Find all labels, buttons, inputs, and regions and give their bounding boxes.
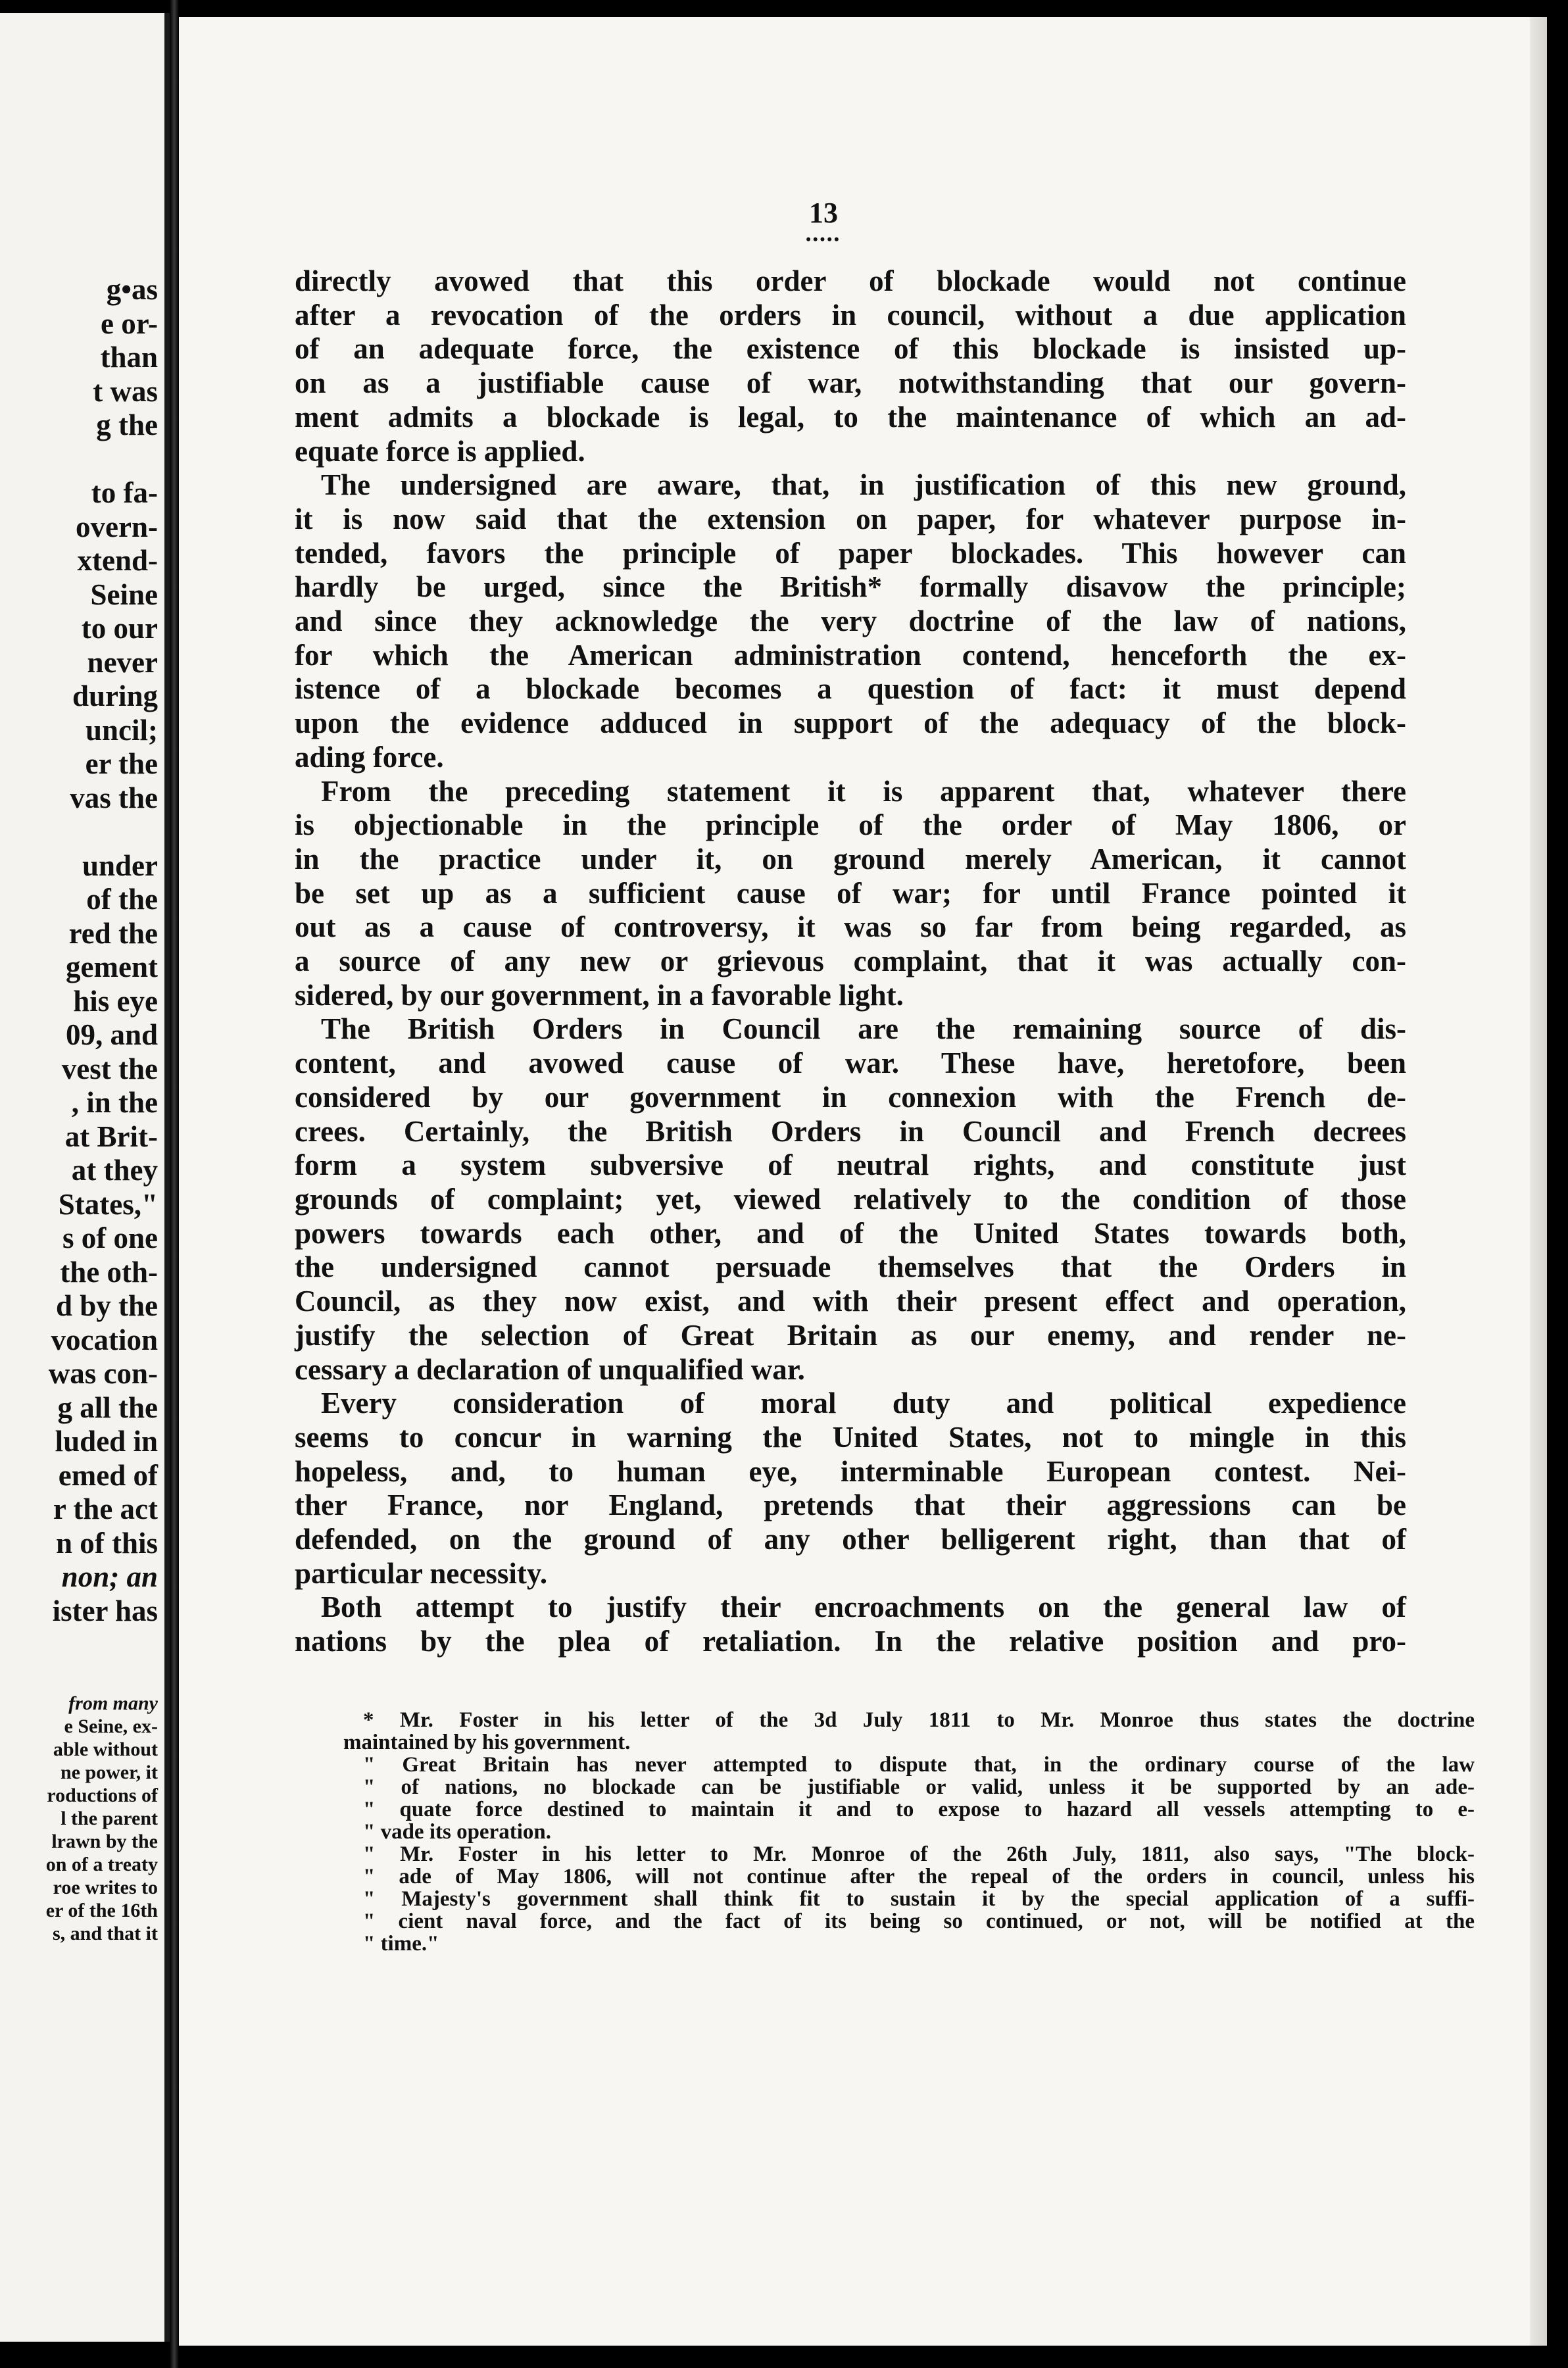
left-facing-page [0, 13, 170, 2342]
left-page-text-fragments [7, 273, 158, 1628]
footnote-line: maintained by his government. [343, 1731, 631, 1754]
text-line: nations by the plea of retaliation. In the relative position and pro- [295, 1625, 1406, 1658]
footnotes [343, 1709, 1475, 1955]
body-text [295, 264, 1406, 1659]
left-fragment-line: of the [86, 883, 158, 916]
text-line: Every consideration of moral duty and political expedience [321, 1387, 1406, 1420]
text-line: Both attempt to justify their encroachments on the general law of [321, 1591, 1406, 1624]
left-fragment-line: during [72, 679, 158, 712]
text-line: form a system subversive of neutral rights, and constitute just [295, 1148, 1406, 1182]
left-fragment-line: er the [85, 747, 158, 780]
left-fragment-line: luded in [55, 1425, 158, 1458]
text-line: content, and avowed cause of war. These have, heretofore, been [295, 1047, 1406, 1080]
left-fragment-line: , in the [71, 1086, 158, 1119]
left-fragment-line: d by the [55, 1289, 158, 1322]
text-line: of an adequate force, the existence of this blockade is insisted up- [295, 332, 1406, 366]
text-line: in the practice under it, on ground merely American, it cannot [295, 842, 1406, 876]
footnote-line: " ade of May 1806, will not continue after the repeal of the orders in council, unless his [363, 1865, 1475, 1888]
text-line: sidered, by our government, in a favorable light. [295, 978, 904, 1012]
left-fragment-line: xtend- [77, 544, 158, 577]
left-fragment-line: s of one [62, 1221, 158, 1254]
left-fragment-line: n of this [55, 1526, 158, 1560]
left-footnote-line: e Seine, ex- [64, 1715, 158, 1737]
text-line: equate force is applied. [295, 434, 585, 468]
left-fragment-line: under [82, 849, 158, 882]
text-line: From the preceding statement it is apparent that, whatever there [321, 774, 1406, 808]
left-fragment-line: g the [96, 408, 158, 441]
text-line: be set up as a sufficient cause of war; for until France pointed it [295, 876, 1406, 910]
text-line: considered by our government in connexion with the French de- [295, 1080, 1406, 1114]
left-footnote-line: lrawn by the [51, 1831, 158, 1852]
text-line: cessary a declaration of unqualified war. [295, 1352, 805, 1386]
text-line: Council, as they now exist, and with their present effect and operation, [295, 1285, 1406, 1318]
footnote-line: " Mr. Foster in his letter to Mr. Monroe of the 26th July, 1811, also says, "The block- [363, 1842, 1475, 1866]
footnote-line: " of nations, no blockade can be justifiable or valid, unless it be supported by an ade- [363, 1775, 1475, 1799]
left-fragment-line: g•as [106, 273, 158, 306]
text-line: after a revocation of the orders in council, without a due application [295, 298, 1406, 332]
text-line: powers towards each other, and of the United States towards both, [295, 1216, 1406, 1250]
left-fragment-line: t was [93, 374, 158, 408]
left-fragment-line: vocation [51, 1323, 158, 1356]
left-fragment-line: to fa- [91, 476, 158, 509]
left-fragment-line: the oth- [60, 1255, 158, 1289]
text-line: and since they acknowledge the very doctrine of the law of nations, [295, 604, 1406, 638]
footnote-line: " Majesty's government shall think fit to sustain it by the special application of a suffi- [363, 1887, 1475, 1911]
text-line: The undersigned are aware, that, in justification of this new ground, [321, 468, 1406, 502]
text-line: it is now said that the extension on paper, for whatever purpose in- [295, 502, 1406, 535]
footnote-line: * Mr. Foster in his letter of the 3d July 1811 to Mr. Monroe thus states the doctrine [363, 1708, 1475, 1732]
text-line: out as a cause of controversy, it was so far from being regarded, as [295, 910, 1406, 944]
left-fragment-line: States," [58, 1187, 158, 1221]
text-line: upon the evidence adduced in support of the adequacy of the block- [295, 706, 1406, 740]
text-line: ading force. [295, 740, 444, 774]
left-footnote-line: ne power, it [60, 1762, 158, 1783]
left-footnote-line: on of a treaty [45, 1854, 158, 1875]
left-fragment-line: g all the [57, 1391, 158, 1424]
text-line: for which the American administration contend, henceforth the ex- [295, 638, 1406, 672]
left-footnote-line: roe writes to [53, 1877, 158, 1898]
footnote-line: " cient naval force, and the fact of its being so continued, or not, will be notified at the [363, 1910, 1475, 1933]
left-fragment-line: never [87, 645, 158, 679]
left-fragment-line: e or- [100, 307, 158, 340]
text-line: The British Orders in Council are the remaining source of dis- [321, 1012, 1406, 1046]
text-line: hardly be urged, since the British* formally disavow the principle; [295, 570, 1406, 604]
text-line: tended, favors the principle of paper blockades. This however can [295, 536, 1406, 570]
left-fragment-line: Seine [90, 578, 158, 611]
footnote-line: " time." [363, 1932, 439, 1956]
left-fragment-line: to our [81, 612, 158, 645]
left-footnote-line: roductions of [47, 1785, 158, 1806]
text-line: crees. Certainly, the British Orders in Council and French decrees [295, 1114, 1406, 1148]
left-fragment-line: than [100, 341, 158, 374]
left-footnote-line: from many [68, 1692, 158, 1714]
left-footnote-line: able without [53, 1739, 158, 1760]
right-page [179, 17, 1547, 2346]
footnote-line: " quate force destined to maintain it and to expose to hazard all vessels attempting to e- [363, 1798, 1475, 1821]
text-line: hopeless, and, to human eye, interminable European contest. Nei- [295, 1454, 1406, 1488]
left-fragment-line: uncil; [85, 713, 158, 747]
left-fragment-line: emed of [58, 1458, 158, 1492]
left-page-footnote-fragments [7, 1692, 158, 1945]
footnote-line: " vade its operation. [363, 1820, 551, 1844]
text-line: istence of a blockade becomes a question of fact: it must depend [295, 672, 1406, 706]
left-fragment-line: his eye [73, 984, 158, 1018]
text-line: ment admits a blockade is legal, to the maintenance of which an ad- [295, 400, 1406, 433]
left-fragment-line: ister has [52, 1594, 158, 1627]
book-gutter [170, 0, 179, 2368]
text-line: the undersigned cannot persuade themselves that the Orders in [295, 1250, 1406, 1284]
left-fragment-line: red the [68, 916, 158, 950]
left-fragment-line: 09, and [65, 1018, 158, 1051]
left-fragment-line: overn- [76, 510, 158, 543]
text-line: is objectionable in the principle of the order of May 1806, or [295, 808, 1406, 842]
text-line: particular necessity. [295, 1556, 548, 1590]
text-line: ther France, nor England, pretends that their aggressions can be [295, 1489, 1406, 1522]
left-fragment-line [7, 815, 158, 849]
text-line: justify the selection of Great Britain as our enemy, and render ne- [295, 1318, 1406, 1352]
page-number-ornament: ••••• [806, 231, 841, 247]
left-fragment-line [7, 443, 158, 477]
left-fragment-line: was con- [48, 1357, 158, 1390]
footnote-line: " Great Britain has never attempted to dispute that, in the ordinary course of the law [363, 1753, 1475, 1777]
text-line: seems to concur in warning the United States, not to mingle in this [295, 1420, 1406, 1454]
page-number: 13 [809, 197, 838, 229]
left-fragment-line: vas the [70, 781, 158, 814]
left-fragment-line: r the act [53, 1492, 158, 1525]
left-footnote-line: l the parent [61, 1808, 158, 1829]
text-line: a source of any new or grievous complaint, that it was actually con- [295, 945, 1406, 978]
text-line: on as a justifiable cause of war, notwithstanding that our govern- [295, 366, 1406, 400]
page-edge-shadow [1530, 17, 1547, 2346]
text-line: directly avowed that this order of blockade would not continue [295, 264, 1406, 297]
text-line: grounds of complaint; yet, viewed relatively to the condition of those [295, 1182, 1406, 1216]
left-fragment-line: gement [66, 950, 158, 983]
left-fragment-line: non; an [61, 1560, 158, 1593]
left-fragment-line: at Brit- [64, 1120, 158, 1153]
left-fragment-line: vest the [61, 1052, 158, 1085]
left-fragment-line: at they [71, 1154, 158, 1187]
text-line: defended, on the ground of any other belligerent right, than that of [295, 1523, 1406, 1556]
left-footnote-line: s, and that it [52, 1923, 158, 1944]
left-footnote-line: er of the 16th [45, 1900, 158, 1921]
